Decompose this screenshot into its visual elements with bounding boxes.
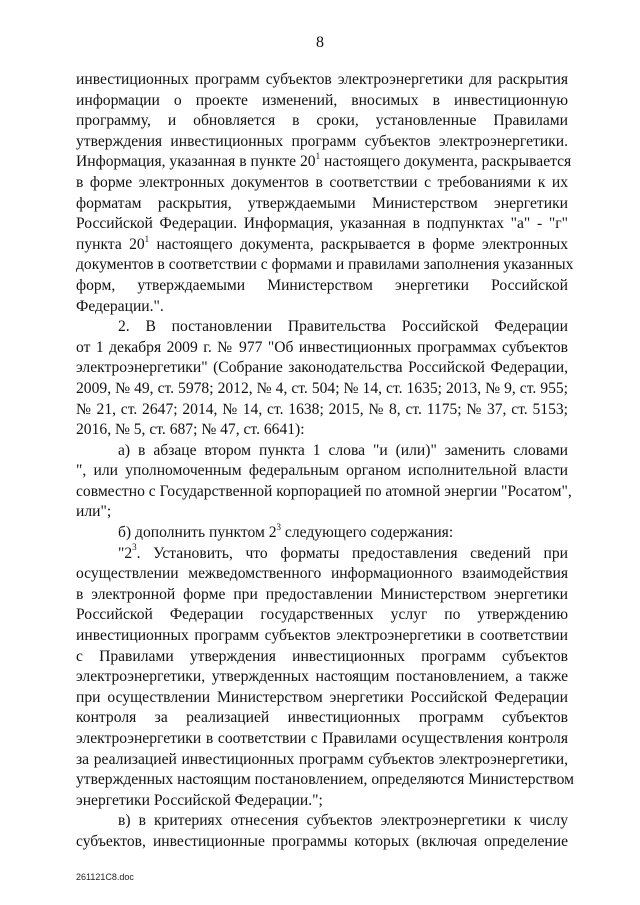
text-line: осуществлении межведомственного информационного взаимодействия bbox=[76, 565, 568, 583]
text-line: Российской Федерации. Информация, указанная в подпунктах "а" - "г" bbox=[76, 215, 568, 233]
text-line: электроэнергетики в соответствии с Правилами осуществления контроля bbox=[76, 730, 568, 747]
text-line: документов в соответствии с формами и правилами заполнения указанных bbox=[76, 256, 574, 274]
page-number: 8 bbox=[316, 34, 324, 51]
text-line: б) дополнить пунктом $2^3$ следующего содержания: bbox=[118, 521, 454, 542]
text-line: Российской Федерации государственных услуг по утверждению bbox=[76, 606, 568, 624]
text-line: 2009, № 49, ст. 5978; 2012, № 4, ст. 504; № 14, ст. 1635; 2013, № 9, ст. 955; bbox=[76, 379, 568, 397]
text-line: "$2^3$. Установить, что форматы предоставления сведений при bbox=[118, 542, 568, 562]
text-line: энергетики Российской Федерации."; bbox=[76, 791, 323, 809]
text-line: или"; bbox=[76, 503, 112, 521]
text-line: утверждения инвестиционных программ субъектов электроэнергетики. bbox=[76, 132, 568, 150]
text-line: в электронной форме при предоставлении Министерством энергетики bbox=[76, 585, 568, 603]
file-name-footer: 261121C8.doc bbox=[76, 872, 134, 882]
text-line: за реализацией инвестиционных программ субъектов электроэнергетики, bbox=[76, 750, 568, 768]
text-line: инвестиционных программ субъектов электроэнергетики в соответствии bbox=[76, 627, 568, 645]
text-line: инвестиционных программ субъектов электроэнергетики для раскрытия bbox=[76, 71, 568, 88]
text-line: утвержденных настоящим постановлением, определяются Министерством bbox=[76, 771, 574, 789]
text-line: программу, и обновляется в сроки, установленные Правилами bbox=[76, 112, 568, 130]
text-line: информации о проекте изменений, вносимых в инвестиционную bbox=[76, 91, 568, 109]
text-line: 2016, № 5, ст. 687; № 47, ст. 6641): bbox=[76, 421, 305, 439]
text-line: № 21, ст. 2647; 2014, № 14, ст. 1638; 2015, № 8, ст. 1175; № 37, ст. 5153; bbox=[76, 400, 568, 418]
text-line: а) в абзаце втором пункта 1 слова "и (или)" заменить словами bbox=[118, 441, 568, 459]
text-line: форм, утверждаемыми Министерством энергетики Российской bbox=[76, 276, 568, 294]
text-line: Информация, указанная в пункте $20^1$ настоящего документа, раскрывается bbox=[76, 151, 572, 171]
text-line: от 1 декабря 2009 г. № 977 "Об инвестиционных программах субъектов bbox=[76, 338, 568, 356]
text-line: электроэнергетики, утвержденных настоящим постановлением, а также bbox=[76, 668, 568, 686]
text-line: с Правилами утверждения инвестиционных программ субъектов bbox=[76, 647, 568, 665]
text-line: Федерации.". bbox=[76, 297, 164, 315]
text-line: пункта $20^1$ настоящего документа, раскрывается в форме электронных bbox=[76, 233, 568, 253]
text-line: в форме электронных документов в соответствии с требованиями к их bbox=[76, 173, 568, 191]
text-line: контроля за реализацией инвестиционных программ субъектов bbox=[76, 709, 568, 727]
document-body bbox=[76, 70, 574, 853]
text-line: форматам раскрытия, утверждаемыми Министерством энергетики bbox=[76, 194, 568, 212]
text-line: 2. В постановлении Правительства Российской Федерации bbox=[118, 318, 568, 336]
text-line: при осуществлении Министерством энергетики Российской Федерации bbox=[76, 688, 568, 706]
text-line: в) в критериях отнесения субъектов электроэнергетики к числу bbox=[118, 812, 568, 830]
text-line: субъектов, инвестиционные программы которых (включая определение bbox=[76, 832, 568, 850]
text-line: ", или уполномоченным федеральным органом исполнительной власти bbox=[76, 462, 568, 480]
text-line: электроэнергетики" (Собрание законодательства Российской Федерации, bbox=[76, 359, 568, 377]
text-line: совместно с Государственной корпорацией по атомной энергии "Росатом", bbox=[76, 482, 572, 500]
